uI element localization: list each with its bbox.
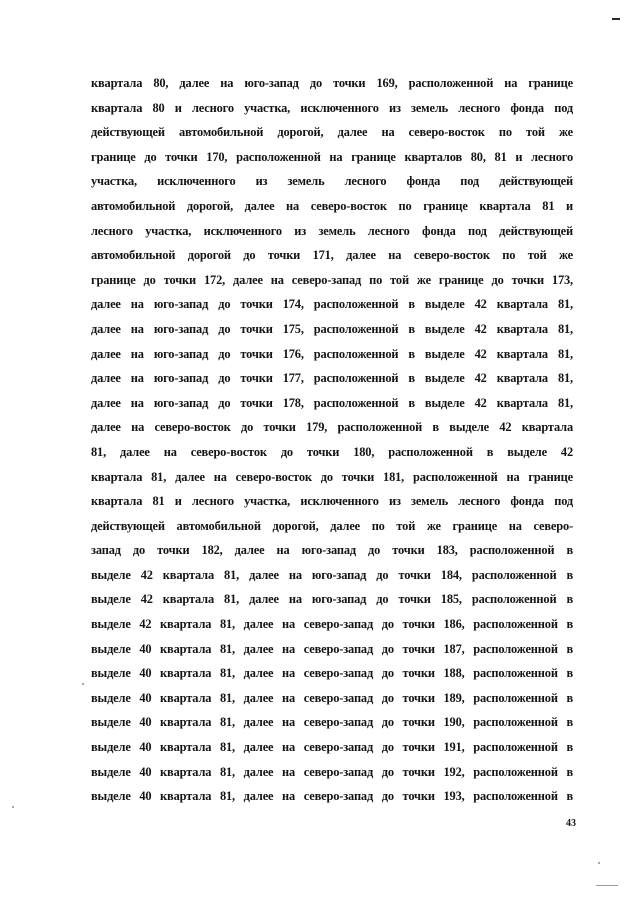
text-line: квартала 81 и лесного участка, исключенного из земель лесного фонда под <box>91 494 573 509</box>
text-line: действующей автомобильной дорогой, далее по той же границе на северо- <box>91 518 573 533</box>
page-number: 43 <box>566 818 576 829</box>
text-line: далее на юго-запад до точки 176, расположенной в выделе 42 квартала 81, <box>91 346 573 361</box>
text-line: автомобильной дорогой, далее на северо-восток по границе квартала 81 и <box>91 198 573 213</box>
text-line: выделе 40 квартала 81, далее на северо-запад до точки 190, расположенной в <box>91 715 573 730</box>
text-line: запад до точки 182, далее на юго-запад до точки 183, расположенной в <box>91 543 573 558</box>
text-line: выделе 40 квартала 81, далее на северо-запад до точки 192, расположенной в <box>91 764 573 779</box>
text-line: далее на юго-запад до точки 175, расположенной в выделе 42 квартала 81, <box>91 321 573 336</box>
text-line: выделе 42 квартала 81, далее на юго-запад до точки 185, расположенной в <box>91 592 573 607</box>
text-line: выделе 40 квартала 81, далее на северо-запад до точки 187, расположенной в <box>91 641 573 656</box>
scan-edge-mark <box>596 885 618 886</box>
text-line: выделе 40 квартала 81, далее на северо-запад до точки 189, расположенной в <box>91 690 573 705</box>
text-line: 81, далее на северо-восток до точки 180, расположенной в выделе 42 <box>91 444 573 459</box>
text-line: далее на юго-запад до точки 177, расположенной в выделе 42 квартала 81, <box>91 371 573 386</box>
text-line: лесного участка, исключенного из земель лесного фонда под действующей <box>91 223 573 238</box>
text-line: выделе 42 квартала 81, далее на юго-запад до точки 184, расположенной в <box>91 567 573 582</box>
scan-speck <box>598 862 600 864</box>
text-line: квартала 81, далее на северо-восток до точки 181, расположенной на границе <box>91 469 573 484</box>
corner-dash-mark <box>612 18 620 20</box>
text-line: квартала 80, далее на юго-запад до точки 169, расположенной на границе <box>91 76 573 90</box>
text-line: границе до точки 170, расположенной на границе кварталов 80, 81 и лесного <box>91 149 573 164</box>
text-line: далее на юго-запад до точки 174, расположенной в выделе 42 квартала 81, <box>91 297 573 312</box>
text-line: квартала 80 и лесного участка, исключенного из земель лесного фонда под <box>91 100 573 115</box>
text-line: выделе 40 квартала 81, далее на северо-запад до точки 188, расположенной в <box>91 666 573 681</box>
text-line: далее на северо-восток до точки 179, расположенной в выделе 42 квартала <box>91 420 573 435</box>
text-line: выделе 40 квартала 81, далее на северо-запад до точки 193, расположенной в <box>91 789 573 804</box>
text-line: автомобильной дорогой до точки 171, далее на северо-восток по той же <box>91 248 573 263</box>
text-line: границе до точки 172, далее на северо-запад по той же границе до точки 173, <box>91 272 573 287</box>
scan-speck <box>12 806 14 808</box>
text-line: выделе 40 квартала 81, далее на северо-запад до точки 191, расположенной в <box>91 740 573 755</box>
scan-speck <box>82 683 84 685</box>
body-text <box>91 71 573 809</box>
text-line: участка, исключенного из земель лесного фонда под действующей <box>91 174 573 189</box>
text-line: выделе 42 квартала 81, далее на северо-запад до точки 186, расположенной в <box>91 617 573 632</box>
text-line: действующей автомобильной дорогой, далее на северо-восток по той же <box>91 125 573 140</box>
text-line: далее на юго-запад до точки 178, расположенной в выделе 42 квартала 81, <box>91 395 573 410</box>
